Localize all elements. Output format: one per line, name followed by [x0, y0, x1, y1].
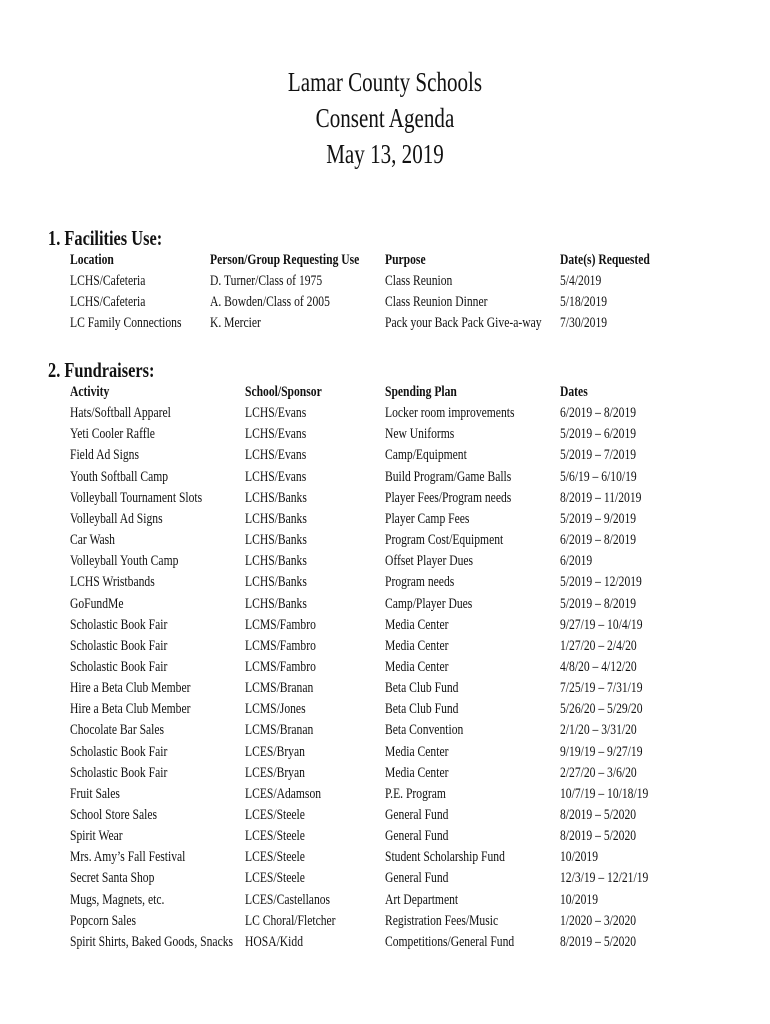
fundraisers-cell-col-2: LCHS/Evans [245, 405, 307, 422]
document-title [85, 64, 686, 172]
fundraisers-row [0, 805, 770, 826]
fundraisers-cell-col-1: Hire a Beta Club Member [70, 680, 191, 697]
fundraisers-cell-col-4: 8/2019 – 5/2020 [560, 933, 637, 950]
fundraisers-cell-col-1: Fruit Sales [70, 785, 120, 802]
fundraisers-row [0, 424, 770, 445]
fundraisers-cell-col-3: Media Center [385, 658, 449, 675]
fundraisers-cell-col-2: LCES/Bryan [245, 743, 305, 760]
facilities-heading: 1. Facilities Use: [48, 226, 163, 250]
fundraisers-row [0, 403, 770, 424]
fundraisers-cell-col-1: Spirit Shirts, Baked Goods, Snacks [70, 933, 234, 950]
fundraisers-cell-col-3: General Fund [385, 828, 449, 845]
fundraisers-cell-col-2: LCMS/Fambro [245, 616, 316, 633]
fundraisers-cell-col-3: Student Scholarship Fund [385, 849, 505, 866]
fundraisers-cell-col-3: New Uniforms [385, 426, 455, 443]
fundraisers-header-col-4: Dates [560, 384, 588, 400]
fundraisers-cell-col-1: Scholastic Book Fair [70, 658, 168, 675]
fundraisers-cell-col-1: Mrs. Amy’s Fall Festival [70, 849, 186, 866]
fundraisers-heading: 2. Fundraisers: [48, 358, 155, 382]
fundraisers-cell-col-4: 9/27/19 – 10/4/19 [560, 616, 643, 633]
fundraisers-cell-col-1: GoFundMe [70, 595, 124, 612]
fundraisers-header-row [0, 382, 770, 403]
fundraisers-row [0, 699, 770, 720]
facilities-row [0, 313, 770, 334]
fundraisers-row [0, 551, 770, 572]
facilities-cell-col-3: Class Reunion [385, 273, 453, 289]
fundraisers-cell-col-1: Scholastic Book Fair [70, 764, 168, 781]
fundraisers-cell-col-2: LC Choral/Fletcher [245, 912, 336, 929]
fundraisers-cell-col-3: Program needs [385, 574, 455, 591]
fundraisers-cell-col-2: LCHS/Evans [245, 468, 307, 485]
fundraisers-cell-col-4: 2/1/20 – 3/31/20 [560, 722, 637, 739]
fundraisers-cell-col-1: Car Wash [70, 532, 115, 549]
facilities-cell-col-2: A. Bowden/Class of 2005 [210, 294, 330, 310]
fundraisers-row [0, 890, 770, 911]
fundraisers-row [0, 445, 770, 466]
fundraisers-cell-col-3: Media Center [385, 637, 449, 654]
fundraisers-row [0, 826, 770, 847]
fundraisers-cell-col-2: LCHS/Banks [245, 532, 307, 549]
fundraisers-cell-col-1: Hire a Beta Club Member [70, 701, 191, 718]
fundraisers-cell-col-3: Build Program/Game Balls [385, 468, 512, 485]
fundraisers-cell-col-4: 6/2019 – 8/2019 [560, 532, 637, 549]
fundraisers-cell-col-2: LCMS/Branan [245, 722, 314, 739]
fundraisers-cell-col-4: 6/2019 – 8/2019 [560, 405, 637, 422]
fundraisers-cell-col-1: Secret Santa Shop [70, 870, 155, 887]
fundraisers-cell-col-1: Chocolate Bar Sales [70, 722, 165, 739]
fundraisers-row [0, 509, 770, 530]
facilities-cell-col-3: Class Reunion Dinner [385, 294, 488, 310]
fundraisers-row [0, 720, 770, 741]
fundraisers-cell-col-1: Scholastic Book Fair [70, 743, 168, 760]
fundraisers-cell-col-3: Art Department [385, 891, 459, 908]
fundraisers-cell-col-2: LCES/Steele [245, 807, 305, 823]
fundraisers-cell-col-2: LCMS/Jones [245, 701, 306, 718]
fundraisers-cell-col-3: Player Camp Fees [385, 510, 470, 527]
fundraisers-cell-col-1: Hats/Softball Apparel [70, 405, 171, 422]
fundraisers-cell-col-1: Volleyball Ad Signs [70, 510, 163, 527]
fundraisers-cell-col-1: Spirit Wear [70, 828, 123, 845]
fundraisers-cell-col-3: Offset Player Dues [385, 553, 474, 570]
fundraisers-cell-col-1: Field Ad Signs [70, 447, 139, 464]
fundraisers-row [0, 615, 770, 636]
fundraisers-row [0, 636, 770, 657]
facilities-row [0, 292, 770, 313]
fundraisers-cell-col-4: 8/2019 – 11/2019 [560, 489, 642, 506]
fundraisers-cell-col-2: LCHS/Evans [245, 447, 307, 464]
fundraisers-cell-col-4: 10/2019 [560, 849, 599, 866]
fundraisers-cell-col-4: 5/2019 – 9/2019 [560, 510, 637, 527]
fundraisers-cell-col-3: General Fund [385, 870, 449, 887]
fundraisers-cell-col-2: LCES/Bryan [245, 764, 305, 781]
fundraisers-cell-col-3: Locker room improvements [385, 405, 515, 422]
fundraisers-row [0, 784, 770, 805]
fundraisers-cell-col-4: 10/7/19 – 10/18/19 [560, 785, 649, 802]
fundraisers-header-col-1: Activity [70, 384, 110, 400]
facilities-cell-col-4: 5/18/2019 [560, 294, 608, 310]
fundraisers-row [0, 594, 770, 615]
facilities-cell-col-3: Pack your Back Pack Give-a-way [385, 315, 542, 331]
facilities-cell-col-2: D. Turner/Class of 1975 [210, 273, 323, 289]
fundraisers-cell-col-2: LCHS/Banks [245, 553, 307, 570]
fundraisers-cell-col-2: LCES/Steele [245, 828, 305, 845]
fundraisers-row [0, 488, 770, 509]
fundraisers-cell-col-2: LCHS/Banks [245, 510, 307, 527]
fundraisers-cell-col-1: LCHS Wristbands [70, 574, 155, 591]
fundraisers-cell-col-1: Popcorn Sales [70, 912, 137, 929]
fundraisers-cell-col-3: Competitions/General Fund [385, 933, 515, 950]
facilities-cell-col-1: LCHS/Cafeteria [70, 294, 146, 310]
fundraisers-row [0, 530, 770, 551]
facilities-header-col-4: Date(s) Requested [560, 252, 650, 268]
title-line-date: May 13, 2019 [326, 139, 444, 169]
fundraisers-cell-col-4: 1/27/20 – 2/4/20 [560, 637, 637, 654]
fundraisers-cell-col-4: 5/6/19 – 6/10/19 [560, 468, 637, 485]
fundraisers-cell-col-4: 5/2019 – 6/2019 [560, 426, 637, 443]
fundraisers-cell-col-3: Media Center [385, 616, 449, 633]
fundraisers-cell-col-3: P.E. Program [385, 785, 446, 802]
fundraisers-cell-col-4: 12/3/19 – 12/21/19 [560, 870, 649, 887]
fundraisers-row [0, 868, 770, 889]
fundraisers-row [0, 678, 770, 699]
fundraisers-cell-col-2: LCMS/Fambro [245, 637, 316, 654]
facilities-header-col-1: Location [70, 252, 114, 268]
fundraisers-cell-col-4: 1/2020 – 3/2020 [560, 912, 637, 929]
fundraisers-cell-col-1: Scholastic Book Fair [70, 616, 168, 633]
fundraisers-row [0, 911, 770, 932]
fundraisers-cell-col-3: Beta Club Fund [385, 701, 459, 718]
fundraisers-cell-col-2: HOSA/Kidd [245, 933, 304, 950]
fundraisers-cell-col-2: LCHS/Banks [245, 574, 307, 591]
facilities-cell-col-1: LC Family Connections [70, 315, 182, 331]
fundraisers-cell-col-4: 4/8/20 – 4/12/20 [560, 658, 637, 675]
fundraisers-cell-col-4: 5/26/20 – 5/29/20 [560, 701, 643, 718]
fundraisers-cell-col-4: 7/25/19 – 7/31/19 [560, 680, 643, 697]
fundraisers-row [0, 763, 770, 784]
fundraisers-cell-col-4: 8/2019 – 5/2020 [560, 807, 637, 823]
fundraisers-cell-col-4: 8/2019 – 5/2020 [560, 828, 637, 845]
fundraisers-cell-col-2: LCES/Castellanos [245, 891, 331, 908]
fundraisers-cell-col-2: LCHS/Banks [245, 489, 307, 506]
fundraisers-cell-col-1: Volleyball Tournament Slots [70, 489, 203, 506]
fundraisers-cell-col-4: 5/2019 – 7/2019 [560, 447, 637, 464]
fundraisers-header-col-3: Spending Plan [385, 384, 457, 400]
fundraisers-cell-col-4: 2/27/20 – 3/6/20 [560, 764, 637, 781]
fundraisers-cell-col-3: Camp/Equipment [385, 447, 467, 464]
fundraisers-cell-col-4: 10/2019 [560, 891, 599, 908]
title-line-document: Consent Agenda [315, 103, 455, 133]
fundraisers-cell-col-1: School Store Sales [70, 807, 157, 823]
fundraisers-cell-col-4: 9/19/19 – 9/27/19 [560, 743, 643, 760]
fundraisers-cell-col-3: Media Center [385, 743, 449, 760]
fundraisers-cell-col-1: Scholastic Book Fair [70, 637, 168, 654]
fundraisers-row [0, 932, 770, 953]
fundraisers-cell-col-1: Yeti Cooler Raffle [70, 426, 155, 443]
fundraisers-cell-col-4: 5/2019 – 8/2019 [560, 595, 637, 612]
fundraisers-cell-col-3: Beta Club Fund [385, 680, 459, 697]
facilities-header-row [0, 250, 770, 271]
fundraisers-cell-col-2: LCES/Adamson [245, 785, 322, 802]
fundraisers-cell-col-2: LCMS/Branan [245, 680, 314, 697]
facilities-cell-col-1: LCHS/Cafeteria [70, 273, 146, 289]
fundraisers-cell-col-3: Program Cost/Equipment [385, 532, 504, 549]
facilities-cell-col-4: 5/4/2019 [560, 273, 602, 289]
fundraisers-cell-col-3: General Fund [385, 807, 449, 823]
fundraisers-cell-col-2: LCHS/Banks [245, 595, 307, 612]
fundraisers-cell-col-3: Player Fees/Program needs [385, 489, 512, 506]
fundraisers-cell-col-1: Mugs, Magnets, etc. [70, 891, 165, 908]
fundraisers-row [0, 742, 770, 763]
fundraisers-cell-col-1: Youth Softball Camp [70, 468, 169, 485]
fundraisers-cell-col-3: Beta Convention [385, 722, 464, 739]
facilities-header-col-3: Purpose [385, 252, 426, 268]
facilities-header-col-2: Person/Group Requesting Use [210, 252, 360, 268]
fundraisers-row [0, 847, 770, 868]
fundraisers-cell-col-4: 6/2019 [560, 553, 593, 570]
facilities-row [0, 271, 770, 292]
fundraisers-row [0, 657, 770, 678]
fundraisers-cell-col-3: Registration Fees/Music [385, 912, 499, 929]
fundraisers-cell-col-2: LCES/Steele [245, 849, 305, 866]
fundraisers-cell-col-4: 5/2019 – 12/2019 [560, 574, 642, 591]
facilities-cell-col-2: K. Mercier [210, 315, 261, 331]
fundraisers-cell-col-1: Volleyball Youth Camp [70, 553, 179, 570]
fundraisers-cell-col-3: Camp/Player Dues [385, 595, 473, 612]
facilities-cell-col-4: 7/30/2019 [560, 315, 608, 331]
fundraisers-cell-col-2: LCMS/Fambro [245, 658, 316, 675]
fundraisers-row [0, 467, 770, 488]
title-line-organization: Lamar County Schools [287, 67, 483, 97]
fundraisers-cell-col-2: LCES/Steele [245, 870, 305, 887]
fundraisers-row [0, 572, 770, 593]
fundraisers-header-col-2: School/Sponsor [245, 384, 322, 400]
fundraisers-cell-col-3: Media Center [385, 764, 449, 781]
fundraisers-cell-col-2: LCHS/Evans [245, 426, 307, 443]
